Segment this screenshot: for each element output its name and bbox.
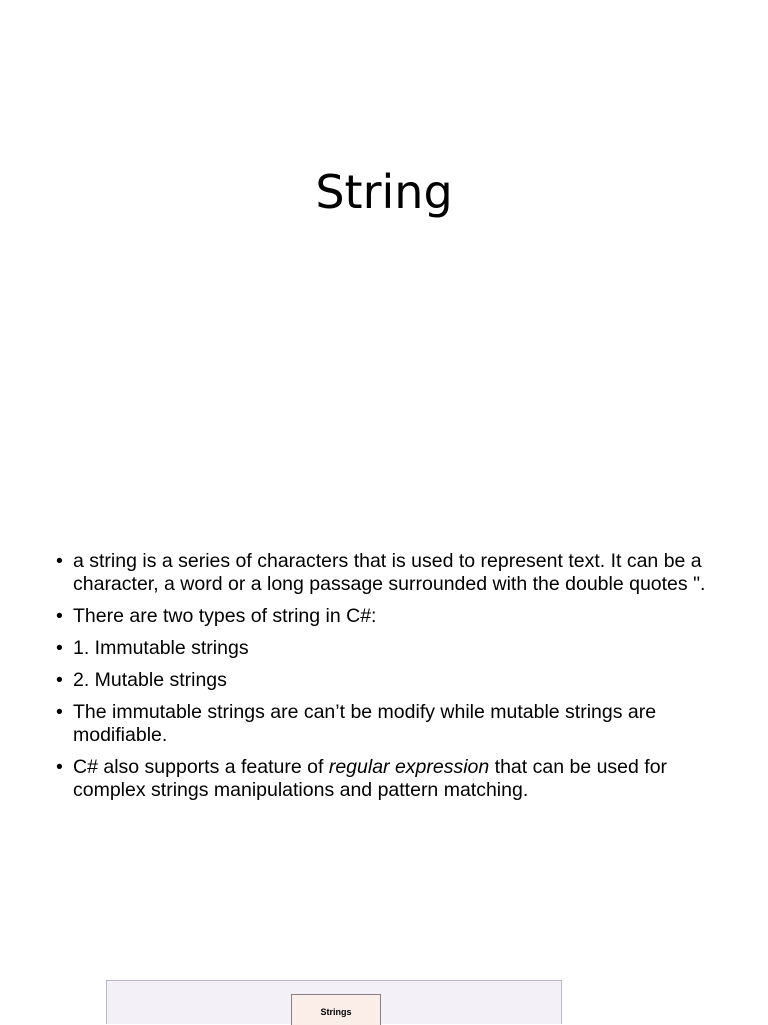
bullet-marker: •: [56, 605, 63, 627]
bullet-list: [56, 550, 716, 811]
bullet-marker: •: [56, 701, 63, 723]
bullet-item: [56, 605, 716, 628]
bullet-marker: •: [56, 669, 63, 691]
diagram-node-strings: Strings: [291, 994, 381, 1025]
bullet-item: [56, 701, 716, 747]
bullet-text: There are two types of string in C#:: [73, 605, 377, 627]
bullet-marker: •: [56, 637, 63, 659]
bullet-text: The immutable strings are can’t be modify while mutable strings are modifiable.: [73, 701, 657, 746]
bullet-text-end: that can be used for complex strings manipulations and pattern matching.: [73, 756, 668, 801]
strings-diagram: [106, 980, 562, 1024]
bullet-item: [56, 669, 716, 692]
bullet-item: [56, 550, 716, 596]
slide-title: String: [315, 165, 453, 219]
bullet-item: [56, 756, 716, 802]
bullet-marker: •: [56, 550, 63, 572]
bullet-text: 2. Mutable strings: [73, 669, 227, 691]
bullet-text: a string is a series of characters that is used to represent text. It can be a character, a word or a long passage surrounded with the double quotes ".: [73, 550, 706, 595]
bullet-marker: •: [56, 756, 63, 778]
bullet-text-start: C# also supports a feature of: [73, 756, 329, 778]
bullet-text: 1. Immutable strings: [73, 637, 249, 659]
bullet-item: [56, 637, 716, 660]
bullet-text-italic: regular expression: [328, 756, 490, 778]
